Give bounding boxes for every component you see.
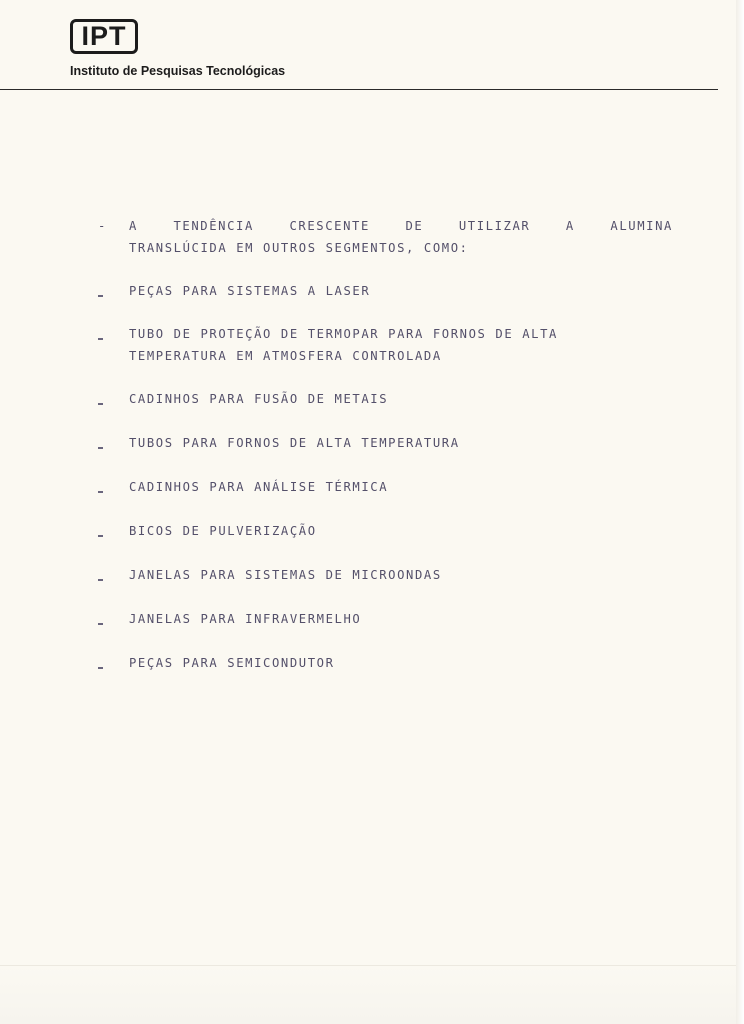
bullet-mark	[98, 491, 103, 493]
intro-line-2: TRANSLÚCIDA EM OUTROS SEGMENTOS, COMO:	[129, 241, 469, 255]
intro-word: A	[129, 219, 138, 233]
intro-word: CRESCENTE	[289, 219, 370, 233]
scan-margin	[736, 0, 744, 1024]
list-item: TUBO DE PROTEÇÃO DE TERMOPAR PARA FORNOS DE ALTA	[129, 327, 558, 341]
intro-word: TENDÊNCIA	[173, 219, 254, 233]
list-item: TUBOS PARA FORNOS DE ALTA TEMPERATURA	[129, 436, 460, 450]
intro-dash: -	[98, 219, 107, 233]
logo-text: IPT	[81, 21, 127, 51]
bullet-mark	[98, 535, 103, 537]
list-item: JANELAS PARA INFRAVERMELHO	[129, 612, 362, 626]
bullet-mark	[98, 579, 103, 581]
list-item: CADINHOS PARA FUSÃO DE METAIS	[129, 392, 389, 406]
list-item: BICOS DE PULVERIZAÇÃO	[129, 524, 317, 538]
list-item: PEÇAS PARA SISTEMAS A LASER	[129, 284, 371, 298]
list-item: CADINHOS PARA ANÁLISE TÉRMICA	[129, 480, 389, 494]
institute-name: Instituto de Pesquisas Tecnológicas	[70, 64, 286, 78]
intro-word: A	[565, 219, 575, 233]
list-item-continuation: TEMPERATURA EM ATMOSFERA CONTROLADA	[129, 349, 442, 363]
list-item: PEÇAS PARA SEMICONDUTOR	[129, 656, 335, 670]
bullet-mark	[98, 447, 103, 449]
bullet-mark	[98, 623, 103, 625]
bullet-mark	[98, 338, 103, 340]
bullet-mark	[98, 403, 103, 405]
bullet-mark	[98, 295, 103, 297]
intro-word: ALUMINA	[610, 219, 673, 233]
list-item: JANELAS PARA SISTEMAS DE MICROONDAS	[129, 568, 442, 582]
page-bottom-edge	[0, 965, 736, 1024]
bullet-mark	[98, 667, 103, 669]
intro-word: UTILIZAR	[458, 219, 531, 233]
intro-word: DE	[405, 219, 424, 233]
intro-line-1	[129, 218, 673, 234]
